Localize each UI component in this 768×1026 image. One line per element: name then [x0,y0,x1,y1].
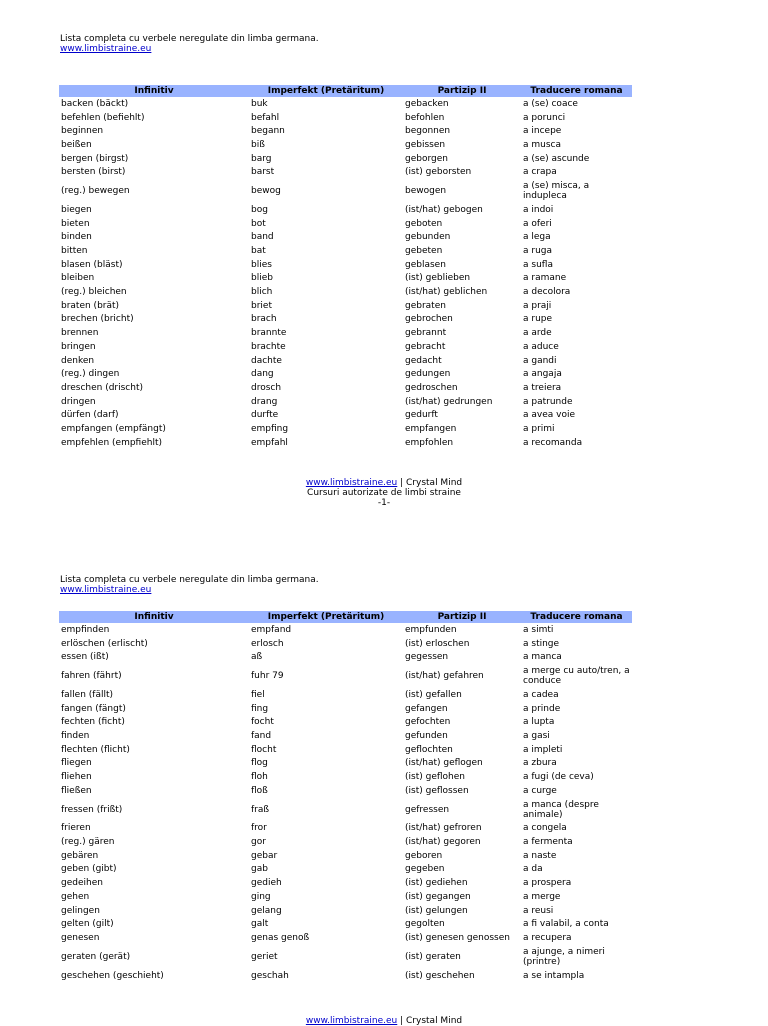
cell-partizip: (ist) geblieben [405,273,471,284]
cell-infinitiv: essen (ißt) [61,652,109,663]
cell-infinitiv: bergen (birgst) [61,153,129,164]
cell-imperfekt: gelang [251,905,282,916]
cell-infinitiv: empfinden [61,624,110,635]
cell-partizip: befohlen [405,112,445,123]
cell-traducere: a manca (despre animale) [523,799,599,820]
cell-infinitiv: denken [61,355,95,366]
cell-infinitiv: backen (bäckt) [61,98,129,109]
cell-partizip: gefressen [405,804,450,815]
cell-imperfekt: empfahl [251,437,288,448]
cell-partizip: (ist) erloschen [405,638,470,649]
cell-imperfekt: flog [251,758,268,769]
table-row [59,395,632,409]
cell-partizip: (ist) gegangen [405,891,471,902]
col-header-imperfekt: Imperfekt (Pretäritum) [249,85,403,97]
cell-traducere: a (se) coace [523,98,578,109]
cell-imperfekt: dachte [251,355,282,366]
cell-partizip: bewogen [405,186,447,197]
cell-imperfekt: befahl [251,112,280,123]
cell-traducere: a merge [523,891,561,902]
cell-partizip: (ist/hat) gegoren [405,837,481,848]
cell-partizip: (ist) gefallen [405,689,462,700]
table-row [59,124,632,138]
table-row [59,822,632,836]
cell-infinitiv: binden [61,232,92,243]
table-row [59,623,632,637]
cell-imperfekt: gedieh [251,878,282,889]
cell-partizip: gefochten [405,717,451,728]
cell-imperfekt: fuhr 79 [251,671,284,682]
cell-traducere: a simti [523,624,554,635]
cell-traducere: a arde [523,328,552,339]
table-row [59,381,632,395]
cell-partizip: begonnen [405,126,451,137]
table-row [59,165,632,179]
cell-partizip: empfunden [405,624,457,635]
cell-imperfekt: bot [251,218,266,229]
cell-traducere: a gandi [523,355,557,366]
site-link[interactable]: www.limbistraine.eu [60,44,152,54]
cell-imperfekt: buk [251,98,268,109]
cell-partizip: (ist/hat) geflogen [405,758,483,769]
cell-infinitiv: dreschen (drischt) [61,382,144,393]
cell-infinitiv: genesen [61,932,100,943]
cell-partizip: empfangen [405,423,457,434]
cell-traducere: a decolora [523,287,571,298]
cell-partizip: geblasen [405,259,446,270]
table-row [59,784,632,798]
cell-imperfekt: ging [251,891,271,902]
col-header-imperfekt: Imperfekt (Pretäritum) [249,611,403,623]
verbs-table [59,85,632,450]
cell-traducere: a lupta [523,717,555,728]
cell-infinitiv: gebären [61,850,99,861]
cell-partizip: gebacken [405,98,449,109]
cell-infinitiv: geschehen (geschieht) [61,970,164,981]
table-row [59,664,632,688]
footer-link[interactable]: www.limbistraine.eu [305,1016,398,1026]
cell-traducere: a reusi [523,905,554,916]
cell-imperfekt: briet [251,300,272,311]
cell-infinitiv: dringen [61,396,96,407]
cell-infinitiv: gelten (gilt) [61,919,114,930]
table-row [59,326,632,340]
cell-traducere: a prinde [523,703,561,714]
col-header-infinitiv: Infinitiv [59,85,249,97]
table-row [59,422,632,436]
table-row [59,876,632,890]
cell-imperfekt: gebar [251,850,278,861]
cell-traducere: a se intampla [523,970,585,981]
cell-imperfekt: gab [251,864,268,875]
cell-traducere: a angaja [523,369,562,380]
cell-partizip: gedroschen [405,382,458,393]
cell-traducere: a fugi (de ceva) [523,772,594,783]
cell-imperfekt: blies [251,259,272,270]
cell-partizip: (ist/hat) gefahren [405,671,484,682]
cell-partizip: (ist) geschehen [405,970,475,981]
cell-partizip: gedacht [405,355,442,366]
table-row [59,367,632,381]
cell-infinitiv: bitten [61,246,88,257]
cell-partizip: (ist) gediehen [405,878,468,889]
cell-imperfekt: geschah [251,970,289,981]
cell-infinitiv: fallen (fällt) [61,689,114,700]
cell-imperfekt: empfand [251,624,292,635]
cell-infinitiv: blasen (bläst) [61,259,123,270]
cell-traducere: a naste [523,850,557,861]
cell-imperfekt: brach [251,314,277,325]
cell-imperfekt: bog [251,204,268,215]
cell-traducere: a cadea [523,689,559,700]
cell-infinitiv: gehen [61,891,90,902]
footer-link[interactable]: www.limbistraine.eu [305,478,398,488]
cell-infinitiv: flechten (flicht) [61,744,130,755]
cell-partizip: gebracht [405,341,446,352]
col-header-traducere: Traducere romana [521,611,632,623]
cell-infinitiv: (reg.) bleichen [61,287,127,298]
cell-infinitiv: beißen [61,139,92,150]
cell-infinitiv: finden [61,730,90,741]
table-row [59,835,632,849]
cell-partizip: empfohlen [405,437,454,448]
cell-traducere: a sufla [523,259,553,270]
cell-imperfekt: bat [251,246,266,257]
cell-infinitiv: bieten [61,218,90,229]
cell-imperfekt: aß [251,652,263,663]
cell-traducere: a patrunde [523,396,573,407]
cell-partizip: geflochten [405,744,453,755]
table-row [59,217,632,231]
cell-partizip: (ist) geraten [405,951,461,962]
cell-traducere: a incepe [523,126,562,137]
cell-imperfekt: drang [251,396,278,407]
cell-partizip: gebraten [405,300,446,311]
footer-tagline: Cursuri autorizate de limbi straine [307,488,461,498]
cell-imperfekt: barst [251,167,275,178]
cell-traducere: a treiera [523,382,562,393]
cell-traducere: a avea voie [523,410,576,421]
cell-partizip: (ist) geborsten [405,167,472,178]
table-header-row [59,611,632,623]
cell-partizip: geboten [405,218,443,229]
cell-traducere: a manca [523,652,562,663]
table-row [59,408,632,422]
cell-imperfekt: focht [251,717,274,728]
cell-traducere: a ruga [523,246,553,257]
col-header-partizip: Partizip II [403,85,521,97]
cell-traducere: a gasi [523,730,550,741]
cell-imperfekt: drosch [251,382,282,393]
cell-infinitiv: geben (gibt) [61,864,117,875]
table-row [59,917,632,931]
cell-imperfekt: floß [251,785,268,796]
cell-traducere: a lega [523,232,551,243]
cell-imperfekt: gor [251,837,266,848]
site-link[interactable]: www.limbistraine.eu [60,585,152,595]
cell-imperfekt: dang [251,369,274,380]
col-header-infinitiv: Infinitiv [59,611,249,623]
cell-imperfekt: begann [251,126,285,137]
page-footer [0,1016,768,1026]
table-row [59,688,632,702]
cell-traducere: a ajunge, a nimeri (printre) [523,946,605,967]
cell-traducere: a crapa [523,167,557,178]
table-row [59,258,632,272]
col-header-partizip: Partizip II [403,611,521,623]
cell-imperfekt: brannte [251,328,287,339]
table-row [59,231,632,245]
cell-imperfekt: erlosch [251,638,284,649]
cell-imperfekt: fiel [251,689,265,700]
cell-traducere: a merge cu auto/tren, a conduce [523,666,630,687]
cell-infinitiv: geraten (gerät) [61,951,131,962]
verbs-table [59,611,632,982]
cell-traducere: a (se) misca, a indupleca [523,181,590,202]
cell-partizip: gegolten [405,919,445,930]
table-row [59,702,632,716]
table-row [59,244,632,258]
cell-traducere: a fermenta [523,837,573,848]
table-row [59,729,632,743]
cell-partizip: gefangen [405,703,448,714]
cell-traducere: a rupe [523,314,553,325]
cell-imperfekt: bewog [251,186,281,197]
table-row [59,650,632,664]
cell-traducere: a congela [523,823,567,834]
cell-traducere: a stinge [523,638,560,649]
table-header-row [59,85,632,97]
cell-partizip: gebunden [405,232,451,243]
cell-traducere: a recomanda [523,437,583,448]
cell-imperfekt: fror [251,823,267,834]
cell-traducere: a musca [523,139,561,150]
table-row [59,849,632,863]
cell-infinitiv: befehlen (befiehlt) [61,112,145,123]
cell-traducere: a da [523,864,543,875]
cell-imperfekt: galt [251,919,269,930]
cell-partizip: (ist) geflossen [405,785,469,796]
table-row [59,97,632,111]
cell-traducere: a praji [523,300,552,311]
col-header-traducere: Traducere romana [521,85,632,97]
cell-traducere: a recupera [523,932,572,943]
cell-imperfekt: blieb [251,273,273,284]
cell-infinitiv: biegen [61,204,92,215]
cell-partizip: (ist/hat) gebogen [405,204,483,215]
table-row [59,203,632,217]
table-row [59,904,632,918]
table-row [59,743,632,757]
cell-infinitiv: bleiben [61,273,95,284]
cell-traducere: a impleti [523,744,563,755]
cell-partizip: (ist/hat) gedrungen [405,396,493,407]
verbs-table-body [59,97,632,450]
table-row [59,152,632,166]
footer-company: | Crystal Mind [397,478,463,488]
cell-traducere: a curge [523,785,557,796]
table-row [59,969,632,983]
cell-partizip: (ist/hat) gefroren [405,823,482,834]
cell-imperfekt: biß [251,139,265,150]
cell-partizip: gegeben [405,864,445,875]
cell-traducere: a indoi [523,204,554,215]
table-row [59,798,632,822]
document-title: Lista completa cu verbele neregulate din limba germana. [60,575,319,585]
table-row [59,340,632,354]
cell-traducere: a ramane [523,273,567,284]
cell-infinitiv: (reg.) gären [61,837,115,848]
cell-infinitiv: (reg.) dingen [61,369,120,380]
table-row [59,757,632,771]
table-row [59,299,632,313]
cell-imperfekt: genas genoß [251,932,310,943]
cell-imperfekt: blich [251,287,273,298]
cell-imperfekt: fraß [251,804,270,815]
cell-traducere: a prospera [523,878,572,889]
cell-infinitiv: bersten (birst) [61,167,126,178]
table-row [59,111,632,125]
cell-traducere: a zbura [523,758,557,769]
page-number: -1- [377,498,391,508]
cell-traducere: a (se) ascunde [523,153,590,164]
table-row [59,179,632,203]
cell-infinitiv: brechen (bricht) [61,314,134,325]
cell-imperfekt: band [251,232,274,243]
cell-partizip: (ist) genesen genossen [405,932,510,943]
cell-infinitiv: braten (brät) [61,300,120,311]
cell-imperfekt: floh [251,772,268,783]
cell-infinitiv: frieren [61,823,91,834]
cell-partizip: gegessen [405,652,449,663]
cell-infinitiv: empfangen (empfängt) [61,423,166,434]
cell-imperfekt: durfte [251,410,279,421]
table-row [59,770,632,784]
cell-imperfekt: empfing [251,423,289,434]
cell-infinitiv: brennen [61,328,99,339]
cell-imperfekt: fing [251,703,269,714]
cell-infinitiv: (reg.) bewegen [61,186,130,197]
table-row [59,890,632,904]
cell-partizip: gebrochen [405,314,453,325]
cell-infinitiv: dürfen (darf) [61,410,119,421]
table-row [59,715,632,729]
cell-partizip: gedurft [405,410,438,421]
document-title: Lista completa cu verbele neregulate din limba germana. [60,34,319,44]
cell-partizip: geborgen [405,153,448,164]
cell-infinitiv: gelingen [61,905,100,916]
cell-infinitiv: gedeihen [61,878,103,889]
cell-partizip: gefunden [405,730,448,741]
table-row [59,272,632,286]
cell-partizip: gebrannt [405,328,447,339]
cell-infinitiv: fahren (fährt) [61,671,122,682]
table-row [59,931,632,945]
cell-partizip: gedungen [405,369,451,380]
footer-company: | Crystal Mind [397,1016,463,1026]
cell-imperfekt: fand [251,730,272,741]
cell-infinitiv: empfehlen (empfiehlt) [61,437,163,448]
table-row [59,863,632,877]
table-row [59,313,632,327]
cell-infinitiv: fangen (fängt) [61,703,126,714]
table-row [59,285,632,299]
cell-imperfekt: geriet [251,951,278,962]
cell-infinitiv: erlöschen (erlischt) [61,638,148,649]
cell-traducere: a aduce [523,341,559,352]
table-row [59,637,632,651]
cell-imperfekt: flocht [251,744,277,755]
cell-traducere: a oferi [523,218,552,229]
table-row [59,945,632,969]
cell-infinitiv: fließen [61,785,92,796]
cell-partizip: (ist/hat) geblichen [405,287,488,298]
cell-partizip: gebissen [405,139,446,150]
table-row [59,138,632,152]
cell-partizip: gebeten [405,246,443,257]
cell-infinitiv: fressen (frißt) [61,804,123,815]
cell-infinitiv: fliehen [61,772,92,783]
cell-infinitiv: fliegen [61,758,92,769]
cell-traducere: a porunci [523,112,566,123]
cell-partizip: geboren [405,850,443,861]
cell-infinitiv: bringen [61,341,96,352]
cell-imperfekt: brachte [251,341,286,352]
cell-infinitiv: beginnen [61,126,104,137]
cell-infinitiv: fechten (ficht) [61,717,125,728]
cell-partizip: (ist) gelungen [405,905,468,916]
cell-imperfekt: barg [251,153,272,164]
verbs-table-body [59,623,632,982]
table-row [59,354,632,368]
page-footer [0,478,768,508]
cell-traducere: a primi [523,423,555,434]
cell-partizip: (ist) geflohen [405,772,465,783]
table-row [59,436,632,450]
cell-traducere: a fi valabil, a conta [523,919,609,930]
